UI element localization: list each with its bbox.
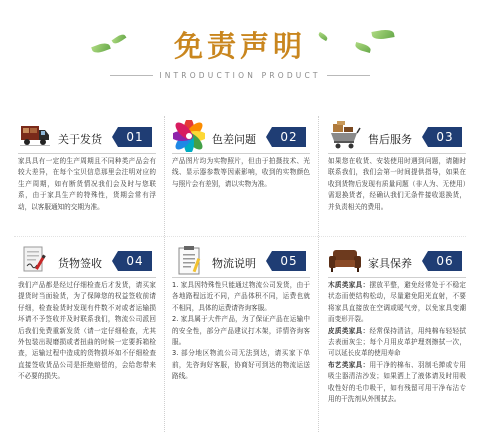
panel-title: 货物签收 xyxy=(58,257,102,270)
panel-rule xyxy=(328,277,466,278)
color-wheel-icon xyxy=(172,119,206,153)
panel-body: 家具具有一定的生产周期且不同种类产品会有较大差异，在每个宝贝信息那里会注明对应的生产周期，如有断货情况我们会及时与您联系，由于家具生产的特殊性，货期会常有浮动，以客服通知的交期为准。 xyxy=(18,157,156,211)
panel-body xyxy=(328,280,466,405)
care-item-text: 摆放平整，避免经常处于不稳定状态而使结构松动，尽量避免阳光直射，不要将家具直接放在空调或暖气旁，以免家具变潮而变形开裂。 xyxy=(328,281,467,324)
panel-number-badge: 06 xyxy=(428,251,462,271)
panel-number-badge: 05 xyxy=(272,251,306,271)
panel-body: 如果您在收货、安装使用时遇到问题，请随时联系我们，我们会第一时间提供指导，如果在收到货物后发现有质量问题（非人为、无使用）需退换货者，经确认我们无条件接收退换货，并负责相关的费用。 xyxy=(328,157,466,211)
panel-body: 我们产品都是经过仔细检查后才发货，请买家提货时当面验货，为了保障您的权益签收前请仔细，检查验货时发现有件数不对或者运输损坏请不予签收并及时联系我们，物流公司派回后我们免费重新发货（请一定仔细检查，尤其外包装出现磨损或者扭曲的时候一定要拆箱检查，运输过程中造成的货物损坏如不仔细检查直接签收货品公司是拒绝赔偿的，会给您带来不必要的损失。 xyxy=(18,281,156,381)
row-divider xyxy=(14,236,466,237)
subtitle-row xyxy=(110,68,370,82)
column-divider xyxy=(318,116,319,432)
panel-rule xyxy=(18,153,156,154)
care-item-leather xyxy=(328,326,466,360)
care-item-label: 皮质类家具： xyxy=(328,326,370,335)
panel-body xyxy=(172,280,310,383)
page-title: 免责声明 xyxy=(173,29,306,63)
panel-rule xyxy=(328,153,466,154)
care-item-wood xyxy=(328,280,466,326)
logistics-line-1: 1. 家具因特殊性只能通过物流公司发货，由于各地路程远近不同，产品体积不同，运费也就不相同，具体的运费请咨询客服。 xyxy=(172,281,310,312)
care-item-fabric xyxy=(328,360,466,406)
delivery-truck-icon xyxy=(18,119,52,153)
panel-number-badge: 04 xyxy=(118,251,152,271)
panel-rule xyxy=(172,153,310,154)
clipboard-list-icon xyxy=(172,243,206,277)
panel-body: 产品图片均为实物照片，但由于拍摄技术、光线、显示器参数等因素影响，收到的实物颜色与照片会有差别，请以实物为准。 xyxy=(172,157,310,188)
panel-title: 物流说明 xyxy=(212,257,256,270)
divider-line xyxy=(327,75,370,76)
panel-rule xyxy=(172,277,310,278)
panel-number-badge: 03 xyxy=(428,127,462,147)
column-divider xyxy=(164,116,165,432)
page-subtitle: INTRODUCTION PRODUCT xyxy=(159,70,321,80)
panel-title: 售后服务 xyxy=(368,133,412,146)
header xyxy=(0,0,480,96)
logistics-line-2: 2. 家具属于大件产品，为了保证产品在运输中的安全性，部分产品建议打木架，详情咨询客服。 xyxy=(172,315,310,347)
logistics-line-3: 3. 部分地区物流公司无法到达，请买家下单前，先咨询好客服，协商好可到达的物流运送路线。 xyxy=(172,349,310,381)
panel-title: 家具保养 xyxy=(368,257,412,270)
care-item-text: 用干净的棉布、羽制毛掸或专用吸尘器清洁沙发；如果洒上了液体请及时用吸收性好的毛巾吸干，如有残留可用干净布沾专用的干洗剂从外围拭去。 xyxy=(328,360,467,404)
care-item-label: 木质类家具： xyxy=(328,281,370,289)
care-item-text: 经常保持清洁，用纯棉布轻轻拭去表面灰尘；每个月用皮革护理剂擦拭一次，可以延长皮革的使用寿命 xyxy=(328,326,467,358)
care-item-label: 布艺类家具： xyxy=(328,360,370,369)
divider-line xyxy=(110,75,153,76)
panel-number-badge: 02 xyxy=(272,127,306,147)
service-cart-icon xyxy=(328,119,362,153)
sofa-icon xyxy=(328,243,362,277)
panel-title: 色差问题 xyxy=(212,133,256,146)
panel-rule xyxy=(18,277,156,278)
panel-title: 关于发货 xyxy=(58,133,102,146)
sign-document-icon xyxy=(18,243,52,277)
panel-number-badge: 01 xyxy=(118,127,152,147)
